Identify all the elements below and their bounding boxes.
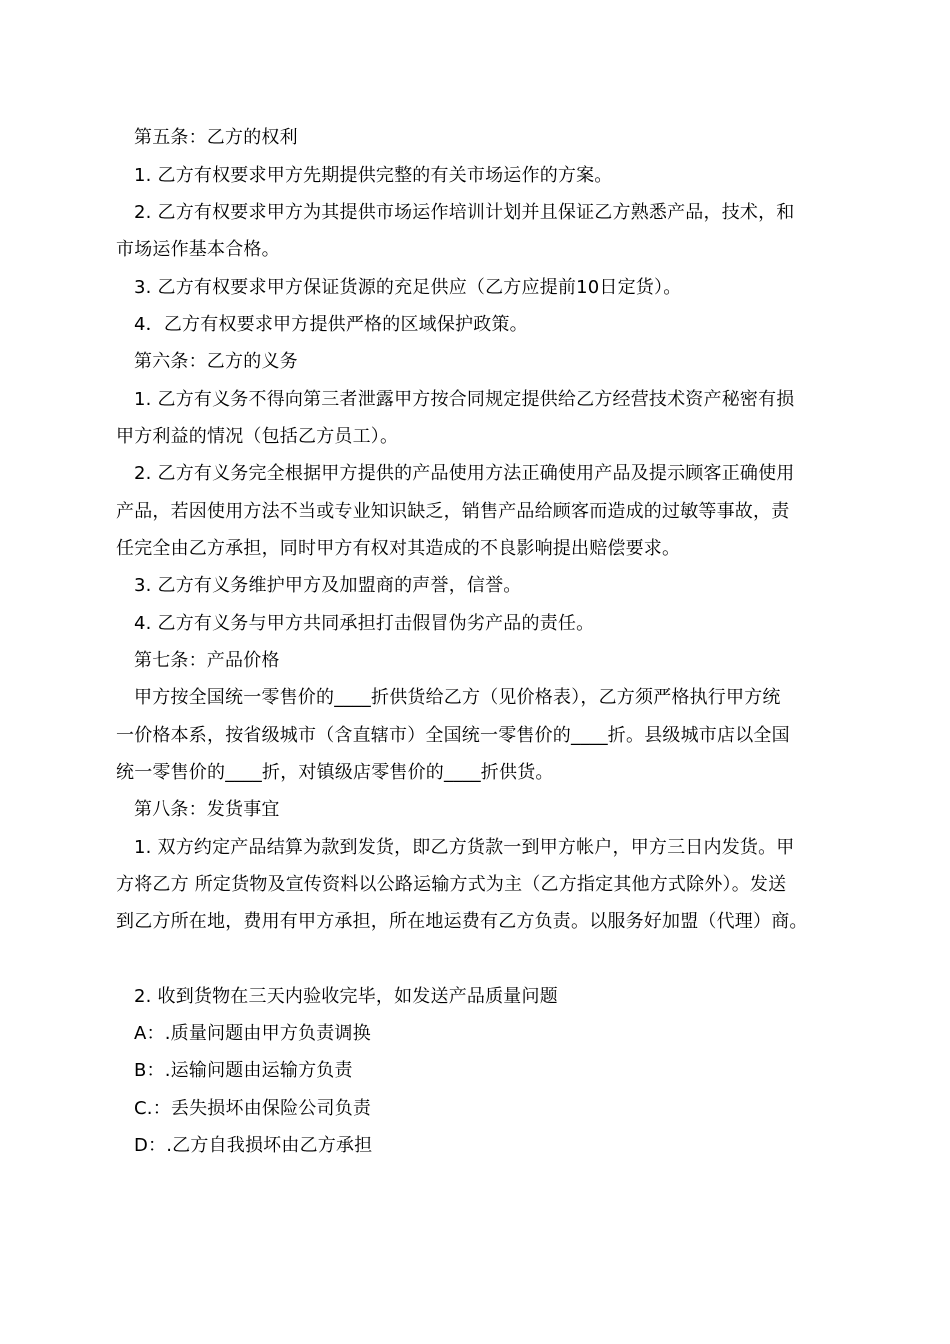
article-8-item-1-cont-1: 方将乙方 所定货物及宣传资料以公路运输方式为主（乙方指定其他方式除外）。发送 (116, 874, 787, 895)
article-8-option-c: C.：丢失损坏由保险公司负责 (134, 1098, 372, 1119)
article-7-para-line-1: 甲方按全国统一零售价的____折供货给乙方（见价格表），乙方须严格执行甲方统 (134, 687, 781, 708)
article-6-item-2-cont-2: 任完全由乙方承担，同时甲方有权对其造成的不良影响提出赔偿要求。 (116, 538, 681, 559)
article-8-option-b: B：.运输问题由运输方负责 (134, 1060, 353, 1081)
article-5-item-1: 1. 乙方有权要求甲方先期提供完整的有关市场运作的方案。 (134, 165, 613, 186)
article-7-heading: 第七条：产品价格 (134, 650, 280, 671)
article-5-item-3: 3. 乙方有权要求甲方保证货源的充足供应（乙方应提前10日定货）。 (134, 277, 682, 298)
article-8-heading: 第八条：发货事宜 (134, 799, 280, 820)
article-8-item-2: 2. 收到货物在三天内验收完毕，如发送产品质量问题 (134, 986, 558, 1007)
article-5-item-4: 4．乙方有权要求甲方提供严格的区域保护政策。 (134, 314, 528, 335)
article-5-item-2-cont: 市场运作基本合格。 (116, 239, 280, 260)
article-8-item-1-cont-2: 到乙方所在地，费用有甲方承担，所在地运费有乙方负责。以服务好加盟（代理）商。 (116, 911, 808, 932)
article-7-para-line-2: 一价格本系，按省级城市（含直辖市）全国统一零售价的____折。县级城市店以全国 (116, 725, 790, 746)
article-6-item-4: 4. 乙方有义务与甲方共同承担打击假冒伪劣产品的责任。 (134, 613, 595, 634)
article-5-item-2: 2. 乙方有权要求甲方为其提供市场运作培训计划并且保证乙方熟悉产品，技术，和 (134, 202, 795, 223)
article-6-item-3: 3. 乙方有义务维护甲方及加盟商的声誉，信誉。 (134, 575, 522, 596)
article-6-heading: 第六条：乙方的义务 (134, 351, 298, 372)
article-7-para-line-3: 统一零售价的____折，对镇级店零售价的____折供货。 (116, 762, 554, 783)
article-8-option-a: A：.质量问题由甲方负责调换 (134, 1023, 371, 1044)
article-6-item-2-cont-1: 产品，若因使用方法不当或专业知识缺乏，销售产品给顾客而造成的过敏等事故，责 (116, 501, 790, 522)
article-5-heading: 第五条：乙方的权利 (134, 127, 298, 148)
article-8-option-d: D：.乙方自我损坏由乙方承担 (134, 1135, 373, 1156)
article-6-item-2: 2. 乙方有义务完全根据甲方提供的产品使用方法正确使用产品及提示顾客正确使用 (134, 463, 795, 484)
article-8-item-1: 1. 双方约定产品结算为款到发货，即乙方货款一到甲方帐户，甲方三日内发货。甲 (134, 837, 795, 858)
article-6-item-1-cont: 甲方利益的情况（包括乙方员工）。 (116, 426, 399, 447)
article-6-item-1: 1. 乙方有义务不得向第三者泄露甲方按合同规定提供给乙方经营技术资产秘密有损 (134, 389, 795, 410)
